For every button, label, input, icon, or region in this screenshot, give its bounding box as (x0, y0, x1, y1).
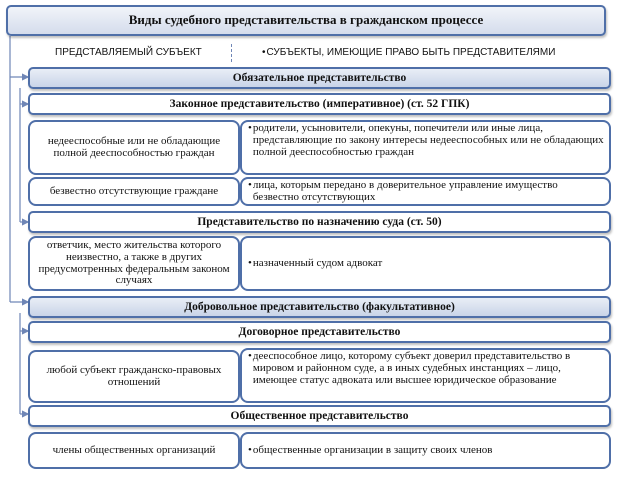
public-row-1-representative-text: • общественные организации в защиту своих членов (252, 443, 493, 456)
legal-row-1-subject-text: недееспособные или не обладающие полной дееспособностью граждан (47, 134, 221, 159)
public-row-1-representative (240, 432, 611, 469)
mandatory-header (28, 67, 611, 89)
court-row-1-subject-text: ответчик, место жительства которого неизвестно, а также в других предусмотренных федеральным законом случаях (38, 238, 230, 287)
legal-row-1-subject (28, 120, 240, 175)
diagram-title (6, 5, 606, 36)
column-head-left: ПРЕДСТАВЛЯЕМЫЙ СУБЪЕКТ (55, 47, 202, 58)
column-head-right (262, 47, 555, 58)
mandatory-header-text: Обязательное представительство (232, 71, 407, 84)
contract-row-1-representative-text: • дееспособное лицо, которому субъект доверил представительство в мировом и районном суде, а в иных судебных инстанциях – лицо, имеющее статус адвоката или высшее юридическое образование (252, 350, 571, 386)
public-row-1-subject (28, 432, 240, 469)
legal-row-1-representative (240, 120, 611, 175)
public-header-text: Общественное представительство (230, 409, 409, 422)
contract-header (28, 321, 611, 343)
legal-row-1-representative-text: • родители, усыновители, опекуны, попечители или иные лица, представляющие по закону интересы недееспособных или не обладающих полной дееспособностью граждан (252, 122, 604, 158)
court-row-1-representative (240, 236, 611, 291)
legal-row-2-subject-text: безвестно отсутствующие граждане (49, 184, 219, 197)
contract-row-1-representative (240, 348, 611, 403)
contract-header-text: Договорное представительство (238, 325, 401, 338)
legal-header (28, 93, 611, 115)
court-row-1-representative-text: • назначенный судом адвокат (252, 256, 383, 269)
court-row-1-subject (28, 236, 240, 291)
column-head-right-text: СУБЪЕКТЫ, ИМЕЮЩИЕ ПРАВО БЫТЬ ПРЕДСТАВИТЕЛЯМИ (266, 47, 556, 58)
legal-row-2-subject (28, 177, 240, 206)
court-header-text: Представительство по назначению суда (ст. 50) (197, 215, 442, 228)
legal-row-2-representative (240, 177, 611, 206)
contract-row-1-subject-text: любой субъект гражданско-правовых отношений (46, 363, 222, 388)
legal-header-text: Законное представительство (императивное) (ст. 52 ГПК) (169, 97, 470, 110)
diagram-title-text: Виды судебного представительства в гражданском процессе (128, 12, 484, 28)
public-row-1-subject-text: члены общественных организаций (52, 443, 216, 456)
voluntary-header-text: Добровольное представительство (факультативное) (184, 300, 455, 313)
legal-row-2-representative-text: • лица, которым передано в доверительное управление имущество безвестно отсутствующих (252, 179, 558, 203)
public-header (28, 405, 611, 427)
voluntary-header (28, 296, 611, 318)
contract-row-1-subject (28, 350, 240, 403)
column-separator (231, 44, 232, 62)
court-header (28, 211, 611, 233)
